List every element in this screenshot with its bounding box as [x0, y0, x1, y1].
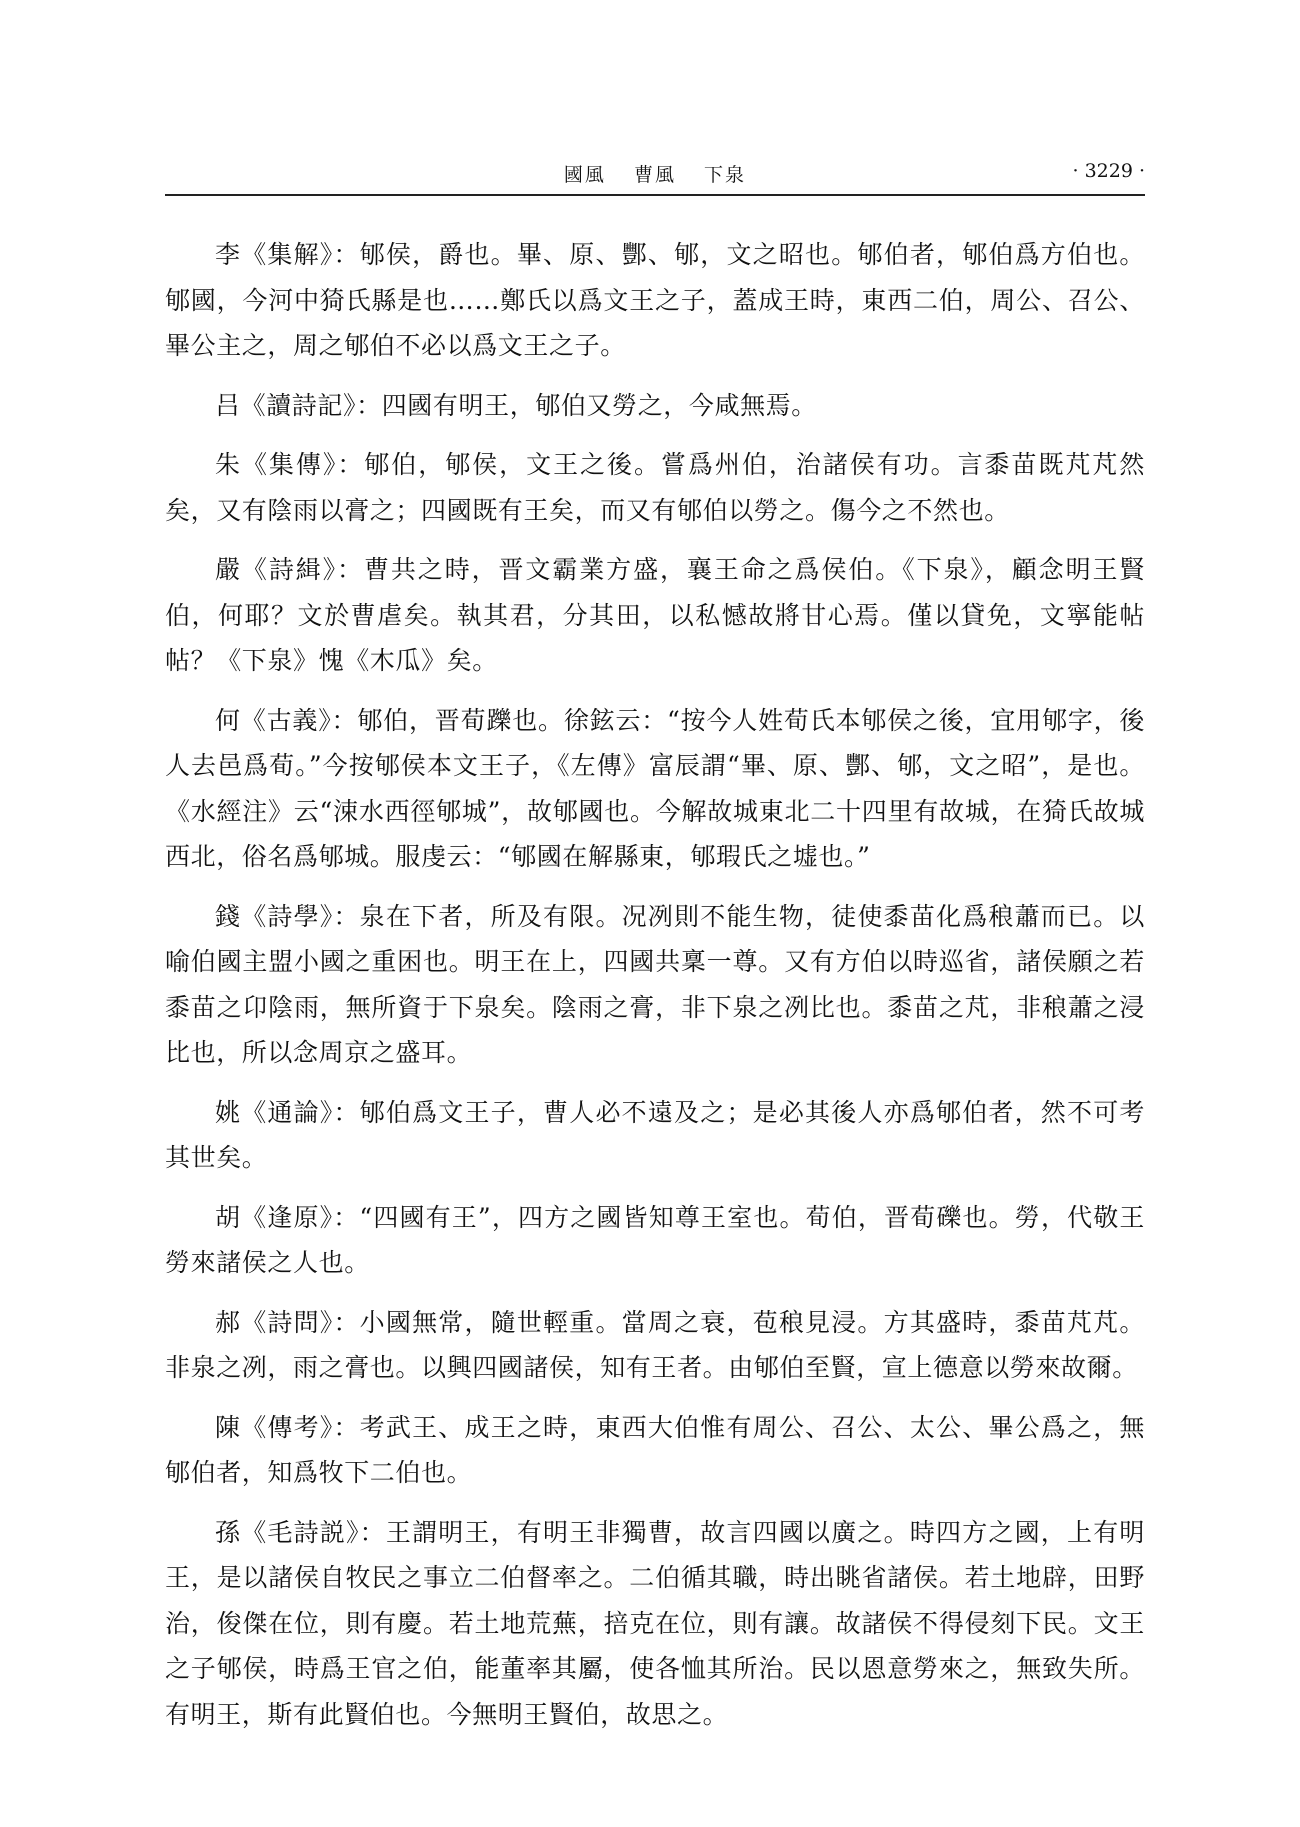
commentary-paragraph: 錢《詩學》：泉在下者，所及有限。况冽則不能生物，徒使黍苗化爲稂蕭而已。以喻伯國主盟小國之重困也。明王在上，四國共稟一尊。又有方伯以時巡省，諸侯願之若黍苗之卬陰雨，無所資于下泉矣。陰雨之膏，非下泉之冽比也。黍苗之芃，非稂蕭之浸比也，所以念周京之盛耳。: [165, 901, 1145, 1067]
commentary-paragraph: 胡《逢原》：“四國有王”，四方之國皆知尊王室也。荀伯，晋荀礫也。勞，代敬王勞來諸侯之人也。: [165, 1202, 1145, 1277]
running-head-section: 國風: [563, 164, 606, 186]
commentary-paragraph: 陳《傳考》：考武王、成王之時，東西大伯惟有周公、召公、太公、畢公爲之，無郇伯者，知爲牧下二伯也。: [165, 1412, 1145, 1487]
commentary-paragraph: 嚴《詩緝》：曹共之時，晋文霸業方盛，襄王命之爲侯伯。《下泉》，顧念明王賢伯，何耶？文於曹虐矣。執其君，分其田，以私憾故將甘心焉。僅以貸免，文寧能帖帖？《下泉》愧《木瓜》矣。: [165, 555, 1145, 675]
page-header: [165, 158, 1145, 196]
page-number: · 3229 ·: [1072, 160, 1145, 182]
commentary-paragraph: 孫《毛詩説》：王謂明王，有明王非獨曹，故言四國以廣之。時四方之國，上有明王，是以諸侯自牧民之事立二伯督率之。二伯循其職，時出眺省諸侯。若土地辟，田野治，俊傑在位，則有慶。若土地荒蕪，掊克在位，則有讓。故諸侯不得侵刻下民。文王之子郇侯，時爲王官之伯，能董率其屬，使各恤其所治。民以恩意勞來之，無致失所。有明王，斯有此賢伯也。今無明王賢伯，故思之。: [165, 1517, 1145, 1729]
running-head-section: 下泉: [704, 164, 747, 186]
body-text: [165, 232, 1145, 1751]
commentary-paragraph: 何《古義》：郇伯，晋荀躒也。徐鉉云：“按今人姓荀氏本郇侯之後，宜用郇字，後人去邑爲荀。”今按郇侯本文王子，《左傳》富辰謂“畢、原、酆、郇，文之昭”，是也。《水經注》云“涑水西徑郇城”，故郇國也。今解故城東北二十四里有故城，在猗氏故城西北，俗名爲郇城。服虔云：“郇國在解縣東，郇瑕氏之墟也。”: [165, 705, 1145, 871]
running-head: [165, 160, 1145, 187]
commentary-paragraph: 吕《讀詩記》：四國有明王，郇伯又勞之，今咸無焉。: [215, 390, 817, 420]
commentary-paragraph: 姚《通論》：郇伯爲文王子，曹人必不遠及之；是必其後人亦爲郇伯者，然不可考其世矣。: [165, 1097, 1145, 1172]
commentary-paragraph: 李《集解》：郇侯，爵也。畢、原、酆、郇，文之昭也。郇伯者，郇伯爲方伯也。郇國，今河中猗氏縣是也……鄭氏以爲文王之子，蓋成王時，東西二伯，周公、召公、畢公主之，周之郇伯不必以爲文王之子。: [165, 240, 1145, 360]
running-head-section: 曹風: [633, 164, 676, 186]
commentary-paragraph: 朱《集傳》：郇伯，郇侯，文王之後。嘗爲州伯，治諸侯有功。言黍苗既芃芃然矣，又有陰雨以膏之；四國既有王矣，而又有郇伯以勞之。傷今之不然也。: [165, 450, 1145, 525]
commentary-paragraph: 郝《詩問》：小國無常，隨世輕重。當周之衰，苞稂見浸。方其盛時，黍苗芃芃。非泉之冽，雨之膏也。以興四國諸侯，知有王者。由郇伯至賢，宣上德意以勞來故爾。: [165, 1307, 1145, 1382]
